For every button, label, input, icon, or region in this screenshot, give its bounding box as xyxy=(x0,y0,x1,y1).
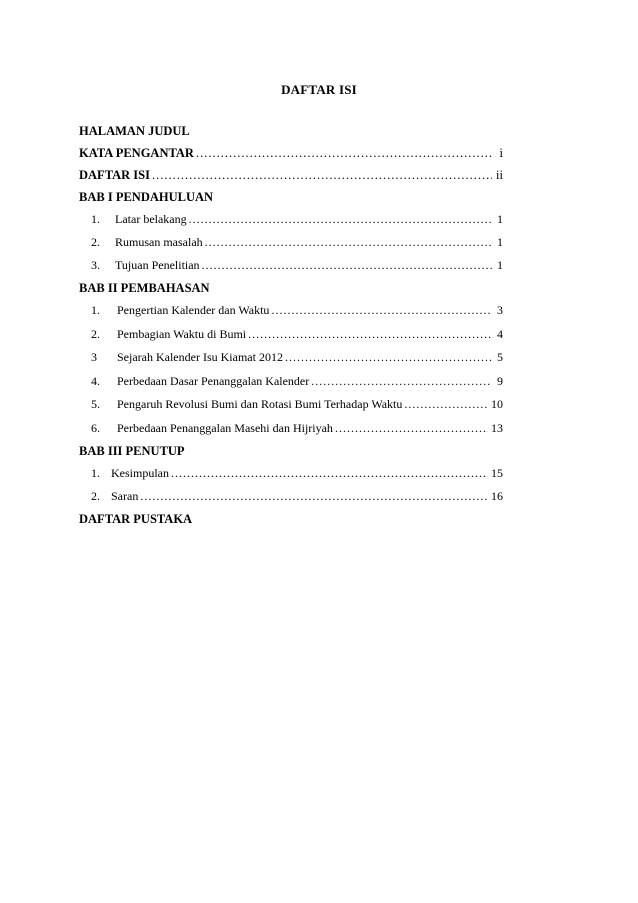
dot-leader xyxy=(152,168,492,183)
toc-item-number: 4. xyxy=(91,373,100,388)
toc-subentry xyxy=(79,489,503,512)
toc-page-number: 9 xyxy=(497,373,503,388)
toc-item-number: 2. xyxy=(91,326,100,341)
toc-item-label: Perbedaan Penanggalan Masehi dan Hijriyah xyxy=(117,420,333,435)
dot-leader xyxy=(248,327,492,342)
toc-item-label: Sejarah Kalender Isu Kiamat 2012 xyxy=(117,350,283,364)
toc-item-label: Saran xyxy=(111,489,139,503)
toc-item-label: Tujuan Penelitian xyxy=(115,258,200,272)
toc-item-number: 3 xyxy=(91,350,97,364)
toc-item-number: 1. xyxy=(91,466,100,480)
toc-page-number: 1 xyxy=(497,235,503,249)
toc-item-label: Pembagian Waktu di Bumi xyxy=(117,326,247,341)
toc-subentry xyxy=(79,327,503,351)
dot-leader xyxy=(285,350,492,365)
dot-leader xyxy=(202,258,492,273)
toc-item-number: 2. xyxy=(91,235,100,249)
toc-page-number: 4 xyxy=(497,326,503,341)
toc-chapter-label: BAB II PEMBAHASAN xyxy=(79,281,210,295)
toc-entry-daftar-isi xyxy=(79,168,503,190)
dot-leader xyxy=(311,374,492,389)
toc-entry-label: DAFTAR PUSTAKA xyxy=(79,512,193,526)
toc-subentry xyxy=(79,303,503,327)
toc-page-number: 15 xyxy=(491,466,503,480)
toc-item-label: Pengertian Kalender dan Waktu xyxy=(117,303,270,317)
toc-subentry xyxy=(79,466,503,489)
toc-page-number: 10 xyxy=(491,397,503,411)
toc-item-number: 1. xyxy=(91,212,100,226)
dot-leader xyxy=(171,466,488,481)
toc-chapter-label: BAB III PENUTUP xyxy=(79,444,185,458)
dot-leader xyxy=(140,489,488,504)
toc-page-number: ii xyxy=(496,168,503,182)
toc-subentry xyxy=(79,374,503,398)
toc-item-label: Latar belakang xyxy=(115,212,187,226)
toc-page-number: 3 xyxy=(497,303,503,317)
toc-subentry xyxy=(79,235,503,258)
dot-leader xyxy=(335,421,488,436)
toc-page-number: 1 xyxy=(497,212,503,226)
dot-leader xyxy=(404,397,488,412)
toc-item-number: 6. xyxy=(91,420,100,435)
toc-item-number: 2. xyxy=(91,489,100,503)
toc-item-label: Pengaruh Revolusi Bumi dan Rotasi Bumi Terhadap Waktu xyxy=(117,397,403,411)
toc-entry-label: KATA PENGANTAR xyxy=(79,146,194,160)
toc-subentry xyxy=(79,212,503,235)
toc-item-label: Kesimpulan xyxy=(111,466,169,480)
toc-item-number: 5. xyxy=(91,397,100,411)
table-of-contents xyxy=(79,124,503,534)
page-title: DAFTAR ISI xyxy=(281,82,357,97)
toc-item-number: 3. xyxy=(91,258,100,272)
toc-page-number: i xyxy=(499,146,503,160)
toc-page-number: 1 xyxy=(497,258,503,272)
toc-entry-kata-pengantar xyxy=(79,146,503,168)
toc-entry-label: HALAMAN JUDUL xyxy=(79,124,190,138)
dot-leader xyxy=(189,212,492,227)
dot-leader xyxy=(271,303,492,318)
toc-subentry xyxy=(79,397,503,421)
toc-entry-halaman-judul xyxy=(79,124,503,146)
toc-chapter-bab-1 xyxy=(79,190,503,212)
dot-leader xyxy=(205,235,492,250)
toc-subentry xyxy=(79,350,503,374)
toc-item-number: 1. xyxy=(91,303,100,317)
toc-entry-label: DAFTAR ISI xyxy=(79,168,150,182)
toc-item-label: Rumusan masalah xyxy=(115,235,203,249)
toc-page-number: 13 xyxy=(491,420,503,435)
toc-item-label: Perbedaan Dasar Penanggalan Kalender xyxy=(117,373,310,388)
toc-chapter-bab-2 xyxy=(79,281,503,303)
toc-page-number: 5 xyxy=(497,350,503,364)
toc-chapter-label: BAB I PENDAHULUAN xyxy=(79,190,214,204)
dot-leader xyxy=(196,146,492,161)
toc-subentry xyxy=(79,421,503,445)
toc-page-number: 16 xyxy=(491,489,503,503)
toc-entry-daftar-pustaka xyxy=(79,512,503,534)
toc-chapter-bab-3 xyxy=(79,444,503,466)
toc-subentry xyxy=(79,258,503,281)
